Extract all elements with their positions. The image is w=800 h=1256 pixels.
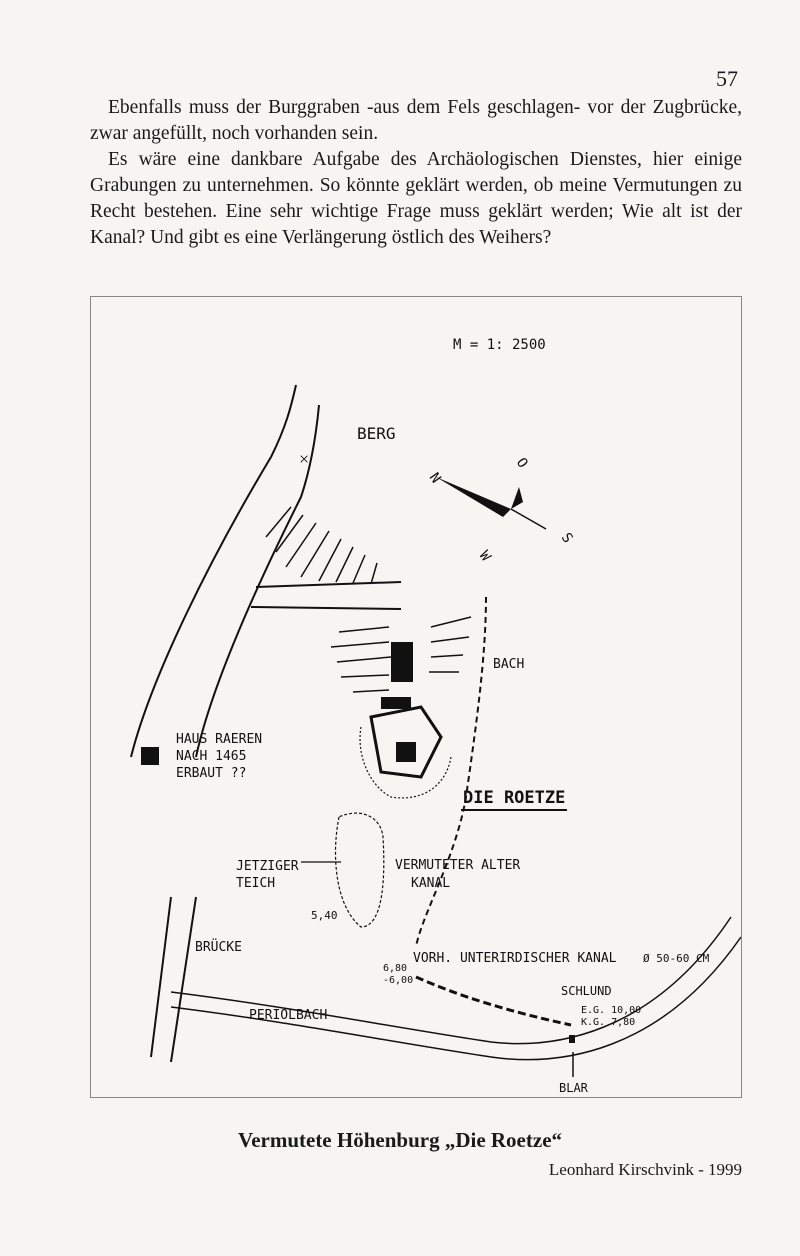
teich-line2: TEICH — [236, 876, 276, 891]
svg-text:N: N — [425, 470, 444, 487]
kanal-diameter: Ø 50-60 CM — [643, 952, 710, 965]
paragraph-2: Es wäre eine dankbare Aufgabe des Archäologischen Dienstes, hier einige Grabungen zu unternehmen. So könnte geklärt werden, ob meine Vermutungen zu Recht bestehen. Eine sehr wichtige Frage muss geklärt werden; Wie alt ist der Kanal? Und gibt es eine Verlängerung östlich des Weihers? — [90, 149, 742, 248]
haus-raeren-marker — [141, 747, 159, 765]
svg-text:O: O — [512, 455, 531, 472]
slope-hatching — [266, 507, 471, 692]
level-680: 6,80 — [383, 963, 408, 974]
kanal-line2: KANAL — [411, 876, 451, 891]
haus-raeren-line2: NACH 1465 — [176, 749, 247, 764]
cross-marker: × — [299, 449, 310, 469]
schlund-label: SCHLUND — [561, 984, 612, 998]
haus-raeren-line3: ERBAUT ?? — [176, 766, 247, 781]
castle-ruin — [360, 642, 451, 798]
body-text — [90, 95, 742, 251]
bruecke-label: BRÜCKE — [195, 940, 242, 955]
figure-caption: Vermutete Höhenburg „Die Roetze“ — [237, 1128, 563, 1152]
level-600: -6,00 — [383, 975, 414, 986]
bach-label: BACH — [493, 657, 525, 672]
compass — [426, 455, 576, 565]
page-number: 57 — [716, 66, 738, 91]
eg-label: E.G. 10,00 — [581, 1005, 642, 1016]
kanal-line1: VERMUTETER ALTER — [395, 858, 521, 873]
die-roetze-label: DIE ROETZE — [463, 788, 566, 808]
periolbach-label: PERIOLBACH — [249, 1008, 328, 1023]
haus-raeren-line1: HAUS RAEREN — [176, 732, 263, 747]
map-scale: M = 1: 2500 — [453, 337, 546, 353]
berg-label: BERG — [357, 424, 396, 443]
site-map — [91, 297, 741, 1097]
teich-line1: JETZIGER — [236, 859, 299, 874]
svg-text:S: S — [557, 530, 576, 547]
blar-label: BLAR — [559, 1081, 588, 1095]
paragraph-1: Ebenfalls muss der Burggraben -aus dem Fels geschlagen- vor der Zugbrücke, zwar angefüllt, noch vorhanden sein. — [90, 97, 742, 144]
level-540: 5,40 — [311, 909, 338, 922]
unterirdischer-kanal-label: VORH. UNTERIRDISCHER KANAL — [413, 951, 617, 966]
figure-author: Leonhard Kirschvink - 1999 — [548, 1160, 742, 1179]
map-figure — [90, 296, 742, 1098]
kg-label: K.G. 7,80 — [581, 1017, 636, 1028]
svg-text:W: W — [475, 548, 494, 565]
